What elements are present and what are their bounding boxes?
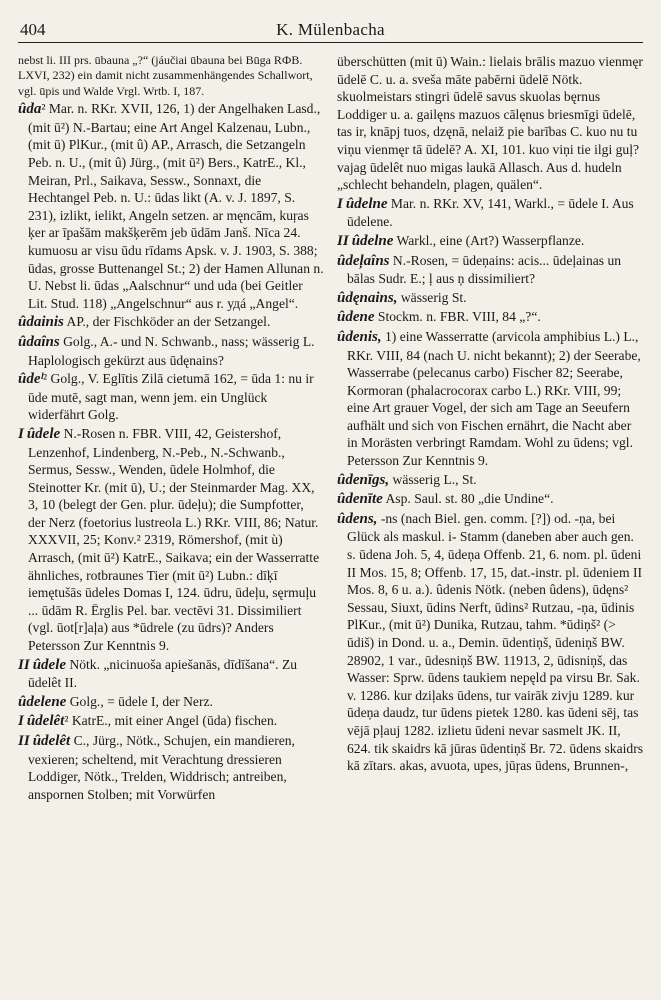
- entry-text: ² KatrE., mit einer Angel (ūda) fischen.: [64, 713, 278, 729]
- headword: ûdęnains,: [337, 289, 398, 306]
- running-head: K. Mülenbacha: [276, 20, 385, 39]
- dictionary-entry: [337, 232, 643, 251]
- right-column: [337, 53, 643, 993]
- dictionary-entry: [337, 308, 643, 327]
- dictionary-entry: [18, 732, 324, 803]
- dictionary-entry: [18, 370, 324, 424]
- entry-text: nebst li. III prs. ūbauna „?“ (jáučiai ūbauna bei Būga RФВ. LXVI, 232) ein damit nicht zusammenhängendes Schallwort, vgl. ūpis und Walde Vrgl. Wrtb. I, 187.: [18, 53, 313, 98]
- dictionary-entry: [337, 195, 643, 231]
- headword: ûdelene: [18, 693, 67, 710]
- dictionary-entry: [337, 471, 643, 490]
- entry-text: -ns (nach Biel. gen. comm. [?]) od. -ņa, bei Glück als maskul. i- Stamm (daneben aber auch gen. s. ūdena Joh. 5, 4, ūdeņa Offenb. 21, 6. nom. pl. ūdeni II Mos. 15, 8; Offenb. 17, 15, dat.-instr. pl. ūdeniem II Mos. 8, 6 u. a.). ûdenis Nötk. (neben ûdens), ūdęns² Sessau, Siuxt, ūdins Nerft, ūdins² Rutzau, -ņa, ūdinis PlKur., (mit ū²) Dunika, Rutzau, tahm. *ūdiņš² (> ūdiš) in Dond. u. a., Demin. ūdentiņš, ūdeniņš BW. 28902, 1 var., ūdesniņš BW. 11913, 2, ūdisniņš, das Wasser: Sprw. ūdens taukiem nepęld pa virsu Br. Sak. v. 1286. kur dziļaks ūdens, tur vairāk zivju 1289. kur ūdeņa daudz, tur ūdens pietek 1280. kas ūdeni sēj, tas vējā pļauj 1282. izlietu ūdeni nevar sasmelt JK. II, 624. tik skaidrs kā jūras ūdentiņš Br. 72. ūdens skaidrs kā zītars. akas, avuota, upes, jūŗas ūdens, Brunnen-,: [347, 510, 643, 774]
- dictionary-entry: [18, 712, 324, 731]
- dictionary-entry: [18, 100, 324, 312]
- entry-text: Nötk. „nicinuoša apiešanās, dīdīšana“. Zu ūdelêt II.: [28, 656, 298, 691]
- homonym-number: II: [18, 656, 30, 673]
- entry-text: Golg., = ūdele I, der Nerz.: [66, 693, 213, 709]
- headword: ûdaîns: [18, 333, 60, 350]
- dictionary-entry: [18, 333, 324, 369]
- continued-text: [18, 53, 324, 99]
- entry-text: 1) eine Wasserratte (arvicola amphibius L.) L., RKr. VIII, 84 (nach U. nicht bekannt); 2) der Seerabe, Wasserrabe (pelecanus carbo) Fischer 82; Seerabe, Kormoran (phalacrocorax carbo L.) RKr. VIII, 99; eine Art grauer Vogel, der sich am Tage an Seeufern aufhält und sich von Fischen ernährt, die Nacht aber in Morästen verbringt Ramdam. Wohl zu ūdens; vgl. Petersson Zur Kenntnis 9.: [347, 328, 641, 469]
- dictionary-entry: [18, 693, 324, 712]
- entry-text: wässerig St.: [397, 289, 467, 305]
- entry-text: N.-Rosen n. FBR. VIII, 42, Geistershof, Lenzenhof, Lindenberg, N.-Peb., N.-Schwanb., Sermus, Sessw., Wenden, ūdele Holmhof, die Steinotter Kr. (mit ū), U.; der Steinmarder Mag. XX, 3, 10 (belegt der Gen. plur. ūdeļu); die Sumpfotter, der Nerz (foetorius lustreola L.) RKr. VIII, 86; Natur. XXXVII, 25; Konv.² 2319, Römershof, (mit ù) Arrasch, (mit ū²) KatrE., Saikava; ein der Wasserratte ähnliches, rotbraunes Tier (mit ū²) Lubn.: dīķī iemętušās ūdeles Domas I, 124. ūdru, ūdeļu, sęrmuļu ... ūdām R. Ērglis Pel. bar. vectēvi 31. Dissimiliert (vgl. ūot[r]aļa) aus *ūdrele (zu ūdrs)? Anders Petersson Zur Kenntnis 9.: [28, 425, 320, 654]
- entry-text: ² Golg., V. Eglītis Zilā cietumā 162, = ūda 1: nu ir ūde mutē, sagt man, wenn jem. ein Unglück widerfährt Golg.: [28, 371, 314, 423]
- dictionary-entry: [337, 510, 643, 775]
- headword: ûdeļaîns: [337, 252, 390, 269]
- entry-text: ² Mar. n. RKr. XVII, 126, 1) der Angelhaken Lasd., (mit ū²) N.-Bartau; eine Art Angel Kalzenau, Lubn., (mit ū) PlKur., (mit û) AP., Arrasch, die Setzangeln Peb. n. U., (mit û) Jürg., (mit ū²) Bers., KatrE., Kl., Meiran, Prl., Saikava, Sessw., Sonnaxt, die Hechtangel Peb. n. U.: ūdas likt (A. v. J. 1897, S. 231), izlikt, ielikt, Angeln setzen. ar męncām, kuŗas ķer ar īpašām makšķerēm jeb ūdām Janš. Nīca 24. kumuosu ar visu ūdu rīdams Apsk. v. J. 1903, S. 388; ūdas, grosse Buttenangel St.; 2) der Hamen Allunan n. U. Nebst li. ūdas „Aalschnur“ und uda (bei Geitler Lit. Stud. 118) „Angelschnur“ aus r. удá „Angel“.: [28, 101, 324, 311]
- dictionary-entry: [18, 425, 324, 655]
- dictionary-entry: [337, 490, 643, 509]
- headword: ûdele: [26, 425, 61, 442]
- entry-text: Warkl., eine (Art?) Wasserpflanze.: [393, 232, 585, 248]
- homonym-number: I: [18, 425, 24, 442]
- dictionary-entry: [337, 328, 643, 470]
- headword: ûda: [18, 101, 42, 118]
- homonym-number: I: [18, 713, 24, 730]
- left-column: [18, 53, 324, 993]
- homonym-number: II: [337, 232, 349, 249]
- entry-text: AP., der Fischköder an der Setzangel.: [63, 314, 271, 330]
- headword: ûdelne: [351, 232, 394, 249]
- continued-text: [337, 53, 643, 194]
- headword: ûdens,: [337, 510, 378, 527]
- headword: ûdene: [337, 309, 375, 326]
- headword: ûdelne: [345, 195, 388, 212]
- headword: ûdenis,: [337, 328, 382, 345]
- homonym-number: II: [18, 733, 30, 749]
- headword: ûdeˡ: [18, 371, 44, 388]
- entry-text: N.-Rosen, = ūdeņains: acis... ūdeļainas un bālas Sudr. E.; ļ aus ņ dissimiliert?: [347, 252, 622, 287]
- page-header: [18, 18, 643, 43]
- headword: ûdele: [32, 656, 67, 673]
- dictionary-entry: [337, 289, 643, 308]
- entry-text: Golg., A.- und N. Schwanb., nass; wässerig L. Haplologisch gekürzt aus ūdęnains?: [28, 333, 315, 368]
- entry-text: C., Jürg., Nötk., Schujen, ein mandieren, vexieren; scheltend, mit Verachtung dressieren Loddiger, Nötk., Trelden, Widdrisch; antreiben, anspornen Stolben; mit Vorwürfen: [28, 733, 295, 802]
- headword: ûdainis: [18, 314, 64, 331]
- dictionary-entry: [18, 313, 324, 332]
- headword: ûdelêt: [26, 713, 65, 730]
- headword: ûdenīte: [337, 491, 383, 508]
- headword: ûdenīgs,: [337, 471, 390, 488]
- entry-text: Mar. n. RKr. XV, 141, Warkl., = ūdele I. Aus ūdelene.: [347, 195, 634, 230]
- homonym-number: I: [337, 195, 343, 212]
- entry-text: Stockm. n. FBR. VIII, 84 „?“.: [374, 309, 541, 325]
- headword: ûdelêt: [32, 733, 71, 749]
- entry-text: Asp. Saul. st. 80 „die Undine“.: [382, 491, 554, 507]
- dictionary-entry: [337, 252, 643, 288]
- entry-text: wässerig L., St.: [389, 471, 477, 487]
- entry-text: überschütten (mit ū) Wain.: lielais brālis mazuo vienmęr ūdelē C. u. a. sveša māte pabērni ūdelē Nötk. skuolmeistars stingri ūdelē savus skuolas bęrnus Loddiger u. a. gailęns mazuos cālęnus briesmīgi ūdelē, tas ir, knāpj tuos, dzęnā, nelaiž pie barības C. kuo nu tu viņu vienmęr tā ūdelē? A. XI, 101. kuo viņi tie ilgi guļ? vajag ūdelêt nuo migas laukā Allasch. Aus d. hudeln „schlecht behandeln, plagen, quälen“.: [337, 54, 643, 193]
- page-number: 404: [20, 20, 46, 39]
- dictionary-entry: [18, 656, 324, 692]
